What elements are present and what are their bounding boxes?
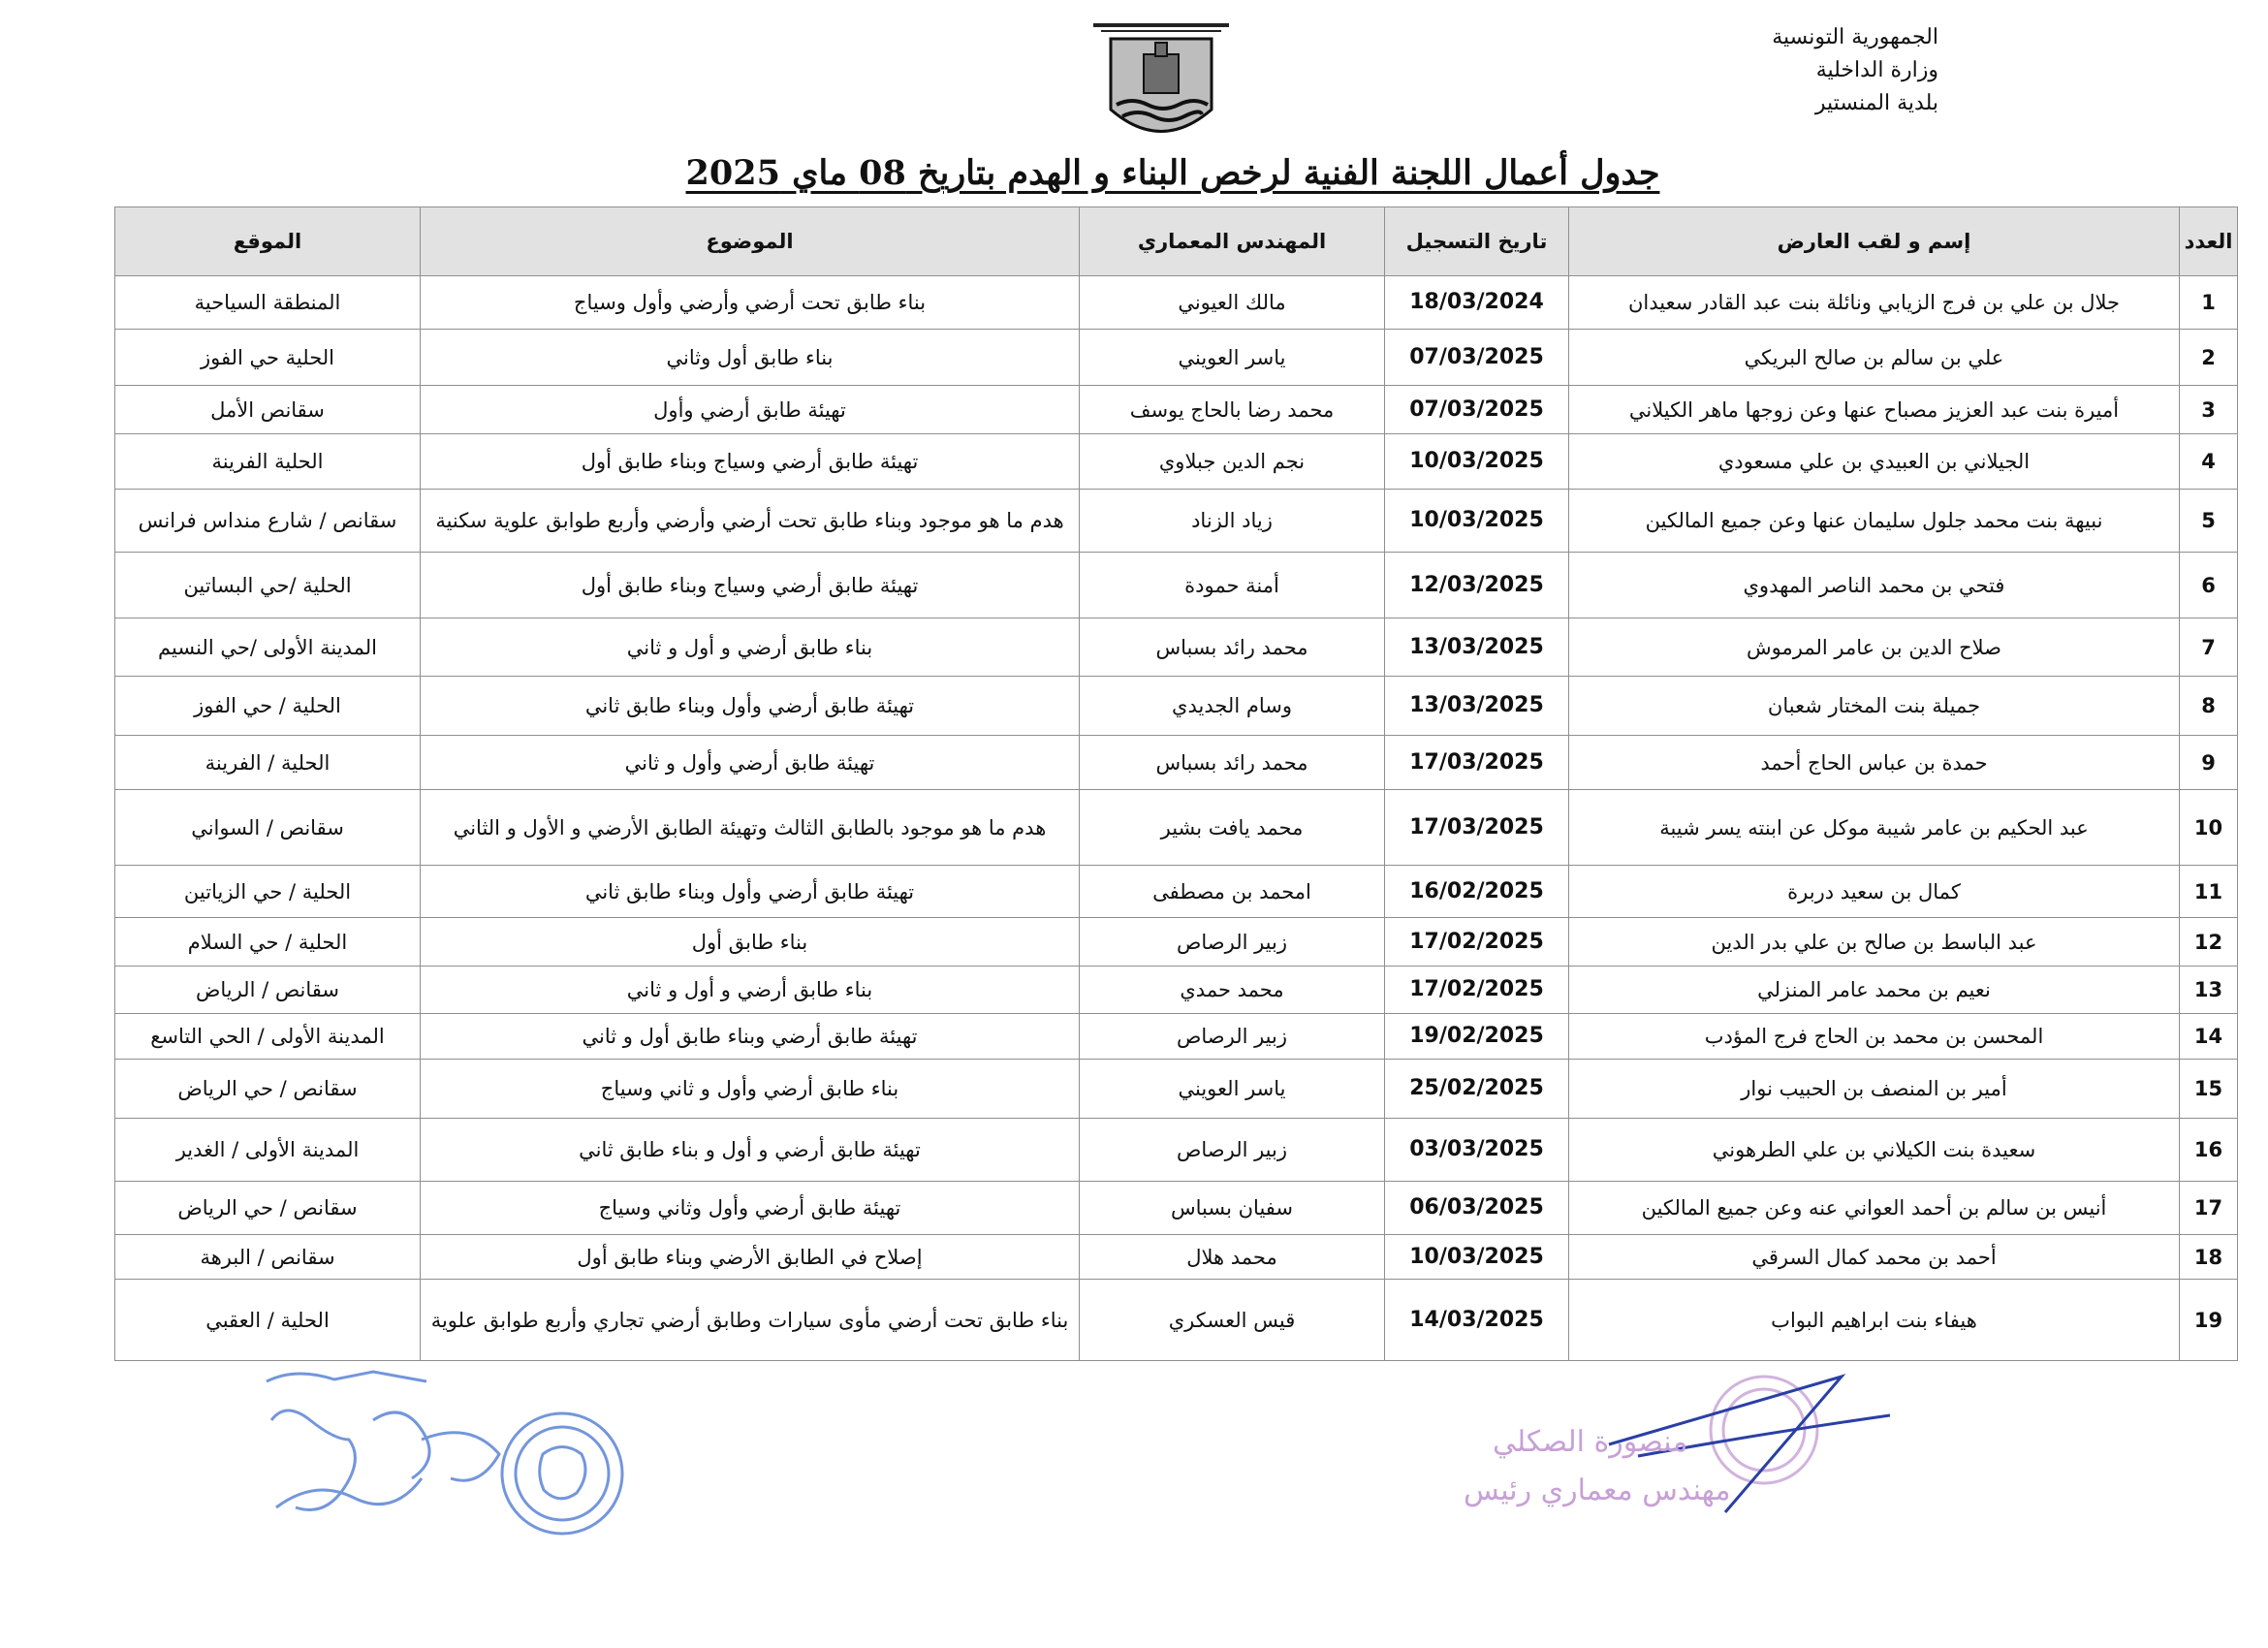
- row-number: 5: [2180, 490, 2238, 553]
- architect-name: محمد رائد بسباس: [1080, 736, 1385, 790]
- registration-date: 17/02/2025: [1385, 967, 1569, 1014]
- row-number: 13: [2180, 967, 2238, 1014]
- architect-name: محمد هلال: [1080, 1235, 1385, 1280]
- registration-date: 10/03/2025: [1385, 1235, 1569, 1280]
- project-subject: تهيئة طابق أرضي وبناء طابق أول و ثاني: [421, 1014, 1080, 1060]
- registration-date: 13/03/2025: [1385, 677, 1569, 736]
- registration-date: 18/03/2024: [1385, 276, 1569, 330]
- project-subject: تهيئة طابق أرضي وسياج وبناء طابق أول: [421, 553, 1080, 618]
- table-row: [115, 736, 2238, 790]
- project-subject: بناء طابق أول: [421, 918, 1080, 967]
- table-row: [115, 490, 2238, 553]
- header-ministry: وزارة الداخلية: [1815, 58, 1938, 82]
- architect-name: امحمد بن مصطفى: [1080, 866, 1385, 918]
- col-header-date: تاريخ التسجيل: [1385, 207, 1569, 276]
- registration-date: 03/03/2025: [1385, 1119, 1569, 1182]
- row-number: 8: [2180, 677, 2238, 736]
- architect-name: وسام الجديدي: [1080, 677, 1385, 736]
- table-row: [115, 1280, 2238, 1361]
- row-number: 14: [2180, 1014, 2238, 1060]
- architect-name: زبير الرصاص: [1080, 1014, 1385, 1060]
- applicant-name: أحمد بن محمد كمال السرقي: [1569, 1235, 2180, 1280]
- registration-date: 07/03/2025: [1385, 330, 1569, 386]
- agenda-table: [114, 206, 2238, 1361]
- registration-date: 19/02/2025: [1385, 1014, 1569, 1060]
- project-location: سقانص / حي الرياض: [115, 1060, 421, 1119]
- row-number: 10: [2180, 790, 2238, 866]
- project-location: الحلية حي الفوز: [115, 330, 421, 386]
- project-subject: بناء طابق تحت أرضي مأوى سيارات وطابق أرضي تجاري وأربع طوابق علوية: [421, 1280, 1080, 1361]
- row-number: 18: [2180, 1235, 2238, 1280]
- project-subject: تهيئة طابق أرضي وأول وثاني وسياج: [421, 1182, 1080, 1235]
- architect-name: أمنة حمودة: [1080, 553, 1385, 618]
- architect-name: سفيان بسباس: [1080, 1182, 1385, 1235]
- project-subject: هدم ما هو موجود وبناء طابق تحت أرضي وأرضي وأربع طوابق علوية سكنية: [421, 490, 1080, 553]
- table-row: [115, 1119, 2238, 1182]
- table-row: [115, 866, 2238, 918]
- registration-date: 10/03/2025: [1385, 490, 1569, 553]
- registration-date: 14/03/2025: [1385, 1280, 1569, 1361]
- applicant-name: هيفاء بنت ابراهيم البواب: [1569, 1280, 2180, 1361]
- table-row: [115, 553, 2238, 618]
- project-location: سقانص الأمل: [115, 386, 421, 434]
- municipality-crest-icon: [1084, 17, 1239, 148]
- project-subject: هدم ما هو موجود بالطابق الثالث وتهيئة الطابق الأرضي و الأول و الثاني: [421, 790, 1080, 866]
- project-location: سقانص / السواني: [115, 790, 421, 866]
- applicant-name: صلاح الدين بن عامر المرموش: [1569, 618, 2180, 677]
- table-row: [115, 790, 2238, 866]
- col-header-subject: الموضوع: [421, 207, 1080, 276]
- row-number: 7: [2180, 618, 2238, 677]
- table-row: [115, 1182, 2238, 1235]
- project-subject: تهيئة طابق أرضي و أول و بناء طابق ثاني: [421, 1119, 1080, 1182]
- row-number: 19: [2180, 1280, 2238, 1361]
- project-subject: إصلاح في الطابق الأرضي وبناء طابق أول: [421, 1235, 1080, 1280]
- row-number: 6: [2180, 553, 2238, 618]
- project-location: الحلية /حي البساتين: [115, 553, 421, 618]
- project-location: سقانص / البرهة: [115, 1235, 421, 1280]
- row-number: 9: [2180, 736, 2238, 790]
- project-subject: تهيئة طابق أرضي وسياج وبناء طابق أول: [421, 434, 1080, 490]
- col-header-location: الموقع: [115, 207, 421, 276]
- applicant-name: سعيدة بنت الكيلاني بن علي الطرهوني: [1569, 1119, 2180, 1182]
- applicant-name: نبيهة بنت محمد جلول سليمان عنها وعن جميع المالكين: [1569, 490, 2180, 553]
- applicant-name: جلال بن علي بن فرج الزيابي ونائلة بنت عبد القادر سعيدان: [1569, 276, 2180, 330]
- applicant-name: فتحي بن محمد الناصر المهدوي: [1569, 553, 2180, 618]
- row-number: 17: [2180, 1182, 2238, 1235]
- row-number: 12: [2180, 918, 2238, 967]
- project-location: المنطقة السياحية: [115, 276, 421, 330]
- registration-date: 13/03/2025: [1385, 618, 1569, 677]
- applicant-name: الجيلاني بن العبيدي بن علي مسعودي: [1569, 434, 2180, 490]
- applicant-name: أميرة بنت عبد العزيز مصباح عنها وعن زوجها ماهر الكيلاني: [1569, 386, 2180, 434]
- registration-date: 17/02/2025: [1385, 918, 1569, 967]
- table-row: [115, 276, 2238, 330]
- architect-name: محمد رضا بالحاج يوسف: [1080, 386, 1385, 434]
- table-row: [115, 1235, 2238, 1280]
- col-header-applicant: إسم و لقب العارض: [1569, 207, 2180, 276]
- architect-name: ياسر العويني: [1080, 1060, 1385, 1119]
- architect-name: زبير الرصاص: [1080, 918, 1385, 967]
- issuer-header: [1772, 21, 1938, 120]
- project-subject: تهيئة طابق أرضي وأول و ثاني: [421, 736, 1080, 790]
- applicant-name: المحسن بن محمد بن الحاج فرج المؤدب: [1569, 1014, 2180, 1060]
- applicant-name: علي بن سالم بن صالح البريكي: [1569, 330, 2180, 386]
- official-stamp-icon: [257, 1362, 664, 1556]
- table-row: [115, 618, 2238, 677]
- project-subject: بناء طابق أرضي وأول و ثاني وسياج: [421, 1060, 1080, 1119]
- architect-name: قيس العسكري: [1080, 1280, 1385, 1361]
- architect-name: محمد رائد بسباس: [1080, 618, 1385, 677]
- row-number: 4: [2180, 434, 2238, 490]
- architect-name: محمد يافت بشير: [1080, 790, 1385, 866]
- header-republic: الجمهورية التونسية: [1772, 25, 1938, 49]
- project-location: سقانص / شارع منداس فرانس: [115, 490, 421, 553]
- applicant-name: عبد الباسط بن صالح بن علي بدر الدين: [1569, 918, 2180, 967]
- project-location: الحلية / حي الزياتين: [115, 866, 421, 918]
- applicant-name: أنيس بن سالم بن أحمد العواني عنه وعن جميع المالكين: [1569, 1182, 2180, 1235]
- header-municipality: بلدية المنستير: [1814, 91, 1938, 115]
- table-row: [115, 1014, 2238, 1060]
- table-row: [115, 918, 2238, 967]
- architect-name: مالك العيوني: [1080, 276, 1385, 330]
- project-subject: بناء طابق أرضي و أول و ثاني: [421, 618, 1080, 677]
- row-number: 1: [2180, 276, 2238, 330]
- signatory-name: منصورة الصكلي: [1493, 1425, 1688, 1459]
- registration-date: 10/03/2025: [1385, 434, 1569, 490]
- applicant-name: أمير بن المنصف بن الحبيب نوار: [1569, 1060, 2180, 1119]
- architect-name: زياد الزناد: [1080, 490, 1385, 553]
- project-subject: تهيئة طابق أرضي وأول: [421, 386, 1080, 434]
- architect-name: ياسر العويني: [1080, 330, 1385, 386]
- project-subject: بناء طابق تحت أرضي وأرضي وأول وسياج: [421, 276, 1080, 330]
- row-number: 15: [2180, 1060, 2238, 1119]
- project-subject: تهيئة طابق أرضي وأول وبناء طابق ثاني: [421, 677, 1080, 736]
- architect-name: محمد حمدي: [1080, 967, 1385, 1014]
- col-header-architect: المهندس المعماري: [1080, 207, 1385, 276]
- table-row: [115, 1060, 2238, 1119]
- applicant-name: كمال بن سعيد دربرة: [1569, 866, 2180, 918]
- project-subject: بناء طابق أول وثاني: [421, 330, 1080, 386]
- project-location: المدينة الأولى / الحي التاسع: [115, 1014, 421, 1060]
- row-number: 3: [2180, 386, 2238, 434]
- registration-date: 07/03/2025: [1385, 386, 1569, 434]
- table-header-row: [115, 207, 2238, 276]
- applicant-name: عبد الحكيم بن عامر شيبة موكل عن ابنته يسر شيبة: [1569, 790, 2180, 866]
- table-row: [115, 434, 2238, 490]
- registration-date: 17/03/2025: [1385, 790, 1569, 866]
- page-title: جدول أعمال اللجنة الفنية لرخص البناء و الهدم بتاريخ 08 ماي 2025: [685, 153, 1660, 193]
- table-row: [115, 677, 2238, 736]
- registration-date: 25/02/2025: [1385, 1060, 1569, 1119]
- col-header-number: العدد: [2180, 207, 2238, 276]
- project-location: المدينة الأولى /حي النسيم: [115, 618, 421, 677]
- project-subject: بناء طابق أرضي و أول و ثاني: [421, 967, 1080, 1014]
- project-subject: تهيئة طابق أرضي وأول وبناء طابق ثاني: [421, 866, 1080, 918]
- registration-date: 06/03/2025: [1385, 1182, 1569, 1235]
- row-number: 11: [2180, 866, 2238, 918]
- registration-date: 16/02/2025: [1385, 866, 1569, 918]
- row-number: 2: [2180, 330, 2238, 386]
- architect-name: زبير الرصاص: [1080, 1119, 1385, 1182]
- table-row: [115, 967, 2238, 1014]
- architect-name: نجم الدين جبلاوي: [1080, 434, 1385, 490]
- applicant-name: جميلة بنت المختار شعبان: [1569, 677, 2180, 736]
- signatory-title: مهندس معماري رئيس: [1464, 1474, 1731, 1507]
- project-location: الحلية / حي السلام: [115, 918, 421, 967]
- table-row: [115, 386, 2238, 434]
- project-location: سقانص / حي الرياض: [115, 1182, 421, 1235]
- project-location: سقانص / الرياض: [115, 967, 421, 1014]
- table-row: [115, 330, 2238, 386]
- project-location: الحلية الفرينة: [115, 434, 421, 490]
- registration-date: 17/03/2025: [1385, 736, 1569, 790]
- project-location: الحلية / حي الفوز: [115, 677, 421, 736]
- project-location: المدينة الأولى / الغدير: [115, 1119, 421, 1182]
- project-location: الحلية / الفرينة: [115, 736, 421, 790]
- project-location: الحلية / العقبي: [115, 1280, 421, 1361]
- row-number: 16: [2180, 1119, 2238, 1182]
- applicant-name: حمدة بن عباس الحاج أحمد: [1569, 736, 2180, 790]
- registration-date: 12/03/2025: [1385, 553, 1569, 618]
- applicant-name: نعيم بن محمد عامر المنزلي: [1569, 967, 2180, 1014]
